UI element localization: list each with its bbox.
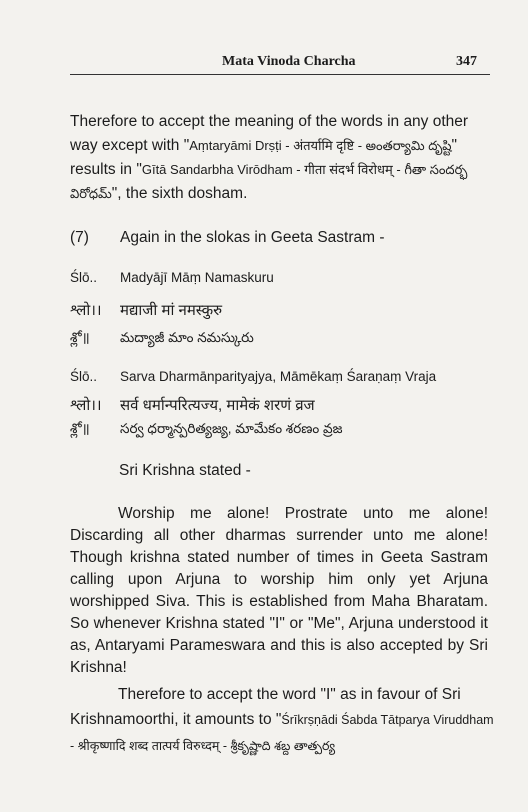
paragraph-text: " results in " — [70, 137, 458, 178]
point-number: (7) — [70, 229, 89, 246]
page-number: 347 — [456, 54, 477, 69]
sri-krishna-stated: Sri Krishna stated - — [119, 462, 251, 479]
paragraph-word-i — [70, 682, 494, 759]
point-text: Again in the slokas in Geeta Sastram - — [120, 229, 385, 246]
sloka-row-telugu — [70, 330, 500, 354]
sloka-row-telugu — [70, 421, 500, 445]
sloka-block-1 — [70, 270, 500, 354]
sloka-label: श्लो।। — [70, 302, 102, 319]
paragraph-text: Therefore to accept the meaning of the words in any other way except with " — [70, 113, 469, 154]
sloka-text: Sarva Dharmānparityajya, Māmēkaṃ Śaraṇaṃ Vraja — [120, 369, 437, 384]
term-gita-sandarbha: Gītā Sandarbha Virōdham - गीता संदर्भ विरोधम् - గీతా సందర్భ విరోధమ్ — [70, 162, 468, 201]
sloka-text: मद्याजी मां नमस्कुरु — [120, 302, 223, 319]
sloka-text: సర్వ ధర్మాన్పరిత్యజ్య, మామేకం శరణం వ్రజ — [120, 421, 343, 436]
sloka-label: श्लो।। — [70, 397, 102, 414]
sloka-block-2 — [70, 369, 500, 445]
paragraph-text: Therefore to accept the word "I" as in favour of Sri Krishnamoorthi, it amounts to " — [70, 686, 461, 728]
sloka-row-roman — [70, 369, 500, 393]
sloka-label: శ్లో॥ — [70, 330, 90, 345]
term-antaryami-drsti: Aṃtaryāmi Drṣṭi - अंतर्यामि दृष्टि - అంతర్యామి దృష్టి — [189, 138, 452, 153]
term-srikrsnadi-sabda: Śrīkrṣṇādi Śabda Tātparya Viruddham - श्रीकृष्णादि शब्द तात्पर्य विरुध्दम् - శ్రీకృష్ణాది శబ్ద తాత్పర్య — [70, 713, 494, 753]
sloka-text: Madyājī Māṃ Namaskuru — [120, 270, 274, 285]
sloka-row-devanagari — [70, 300, 500, 324]
paragraph-sixth-dosham — [70, 110, 492, 206]
sloka-row-roman — [70, 270, 500, 294]
sloka-text: మద్యాజీ మాం నమస్కురు — [120, 330, 254, 345]
header-rule — [70, 74, 490, 75]
sloka-label: Ślō.. — [70, 270, 98, 285]
sloka-text: सर्व धर्मान्परित्यज्य, मामेकं शरणं व्रज — [120, 397, 315, 414]
page-header — [0, 50, 528, 76]
paragraph-worship: Worship me alone! Prostrate unto me alone! Discarding all other dharmas surrender unto me alone! Though krishna stated number of times in Geeta Sastram calling upon Arjuna to worship him only yet Arjuna worshipped Siva. This is established from Maha Bharatam. So whenever Krishna stated "I" or "Me", Arjuna understood it as, Antaryami Parameswara and this is also accepted by Sri Krishna! — [70, 505, 488, 676]
running-title: Mata Vinoda Charcha — [222, 54, 356, 69]
sloka-label: శ్లో॥ — [70, 421, 90, 436]
paragraph-text: ", the sixth dosham. — [111, 185, 248, 202]
sloka-row-devanagari — [70, 395, 500, 419]
sloka-label: Ślō.. — [70, 369, 98, 384]
